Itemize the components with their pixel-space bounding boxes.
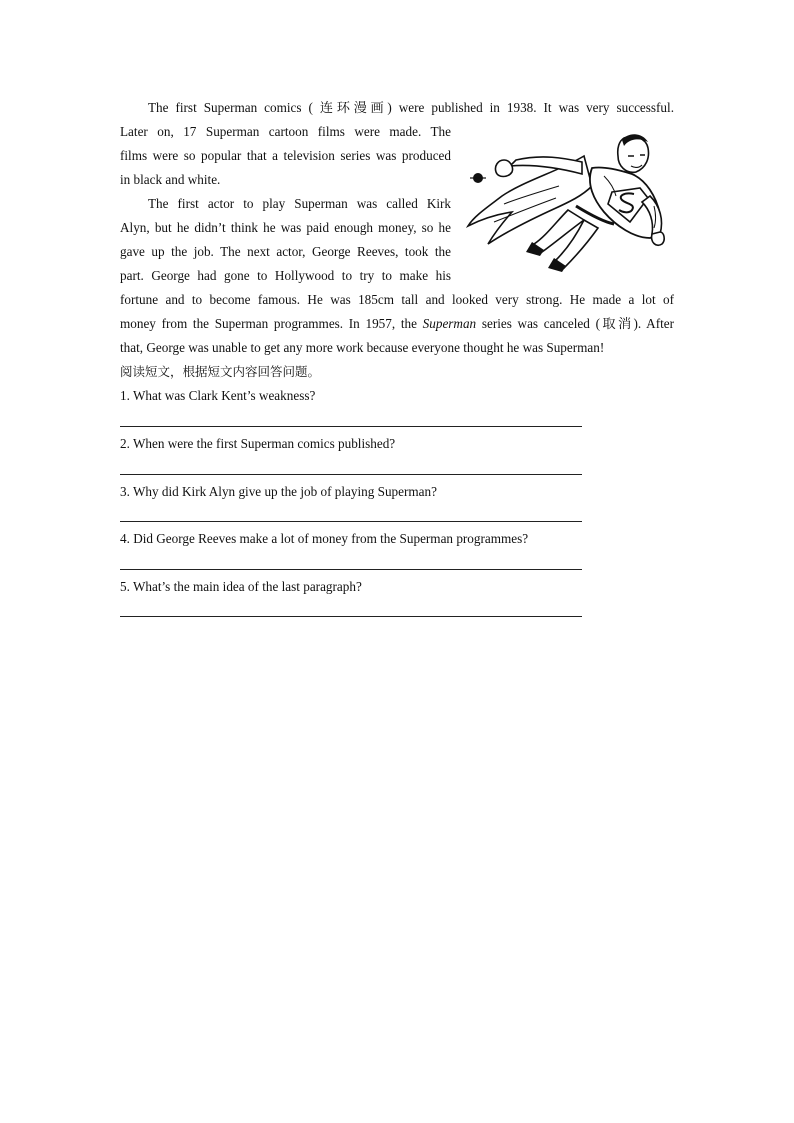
answer-line[interactable] xyxy=(120,569,582,570)
passage-text: money from the Superman programmes. In 1957, the xyxy=(120,316,423,331)
question-text: 4. Did George Reeves make a lot of money from the Superman programmes? xyxy=(120,531,529,546)
passage-line xyxy=(120,316,674,332)
superman-icon xyxy=(464,126,678,274)
answer-line[interactable] xyxy=(120,426,582,427)
passage-line: that, George was unable to get any more work because everyone thought he was Superman! xyxy=(120,340,605,355)
question-text: 1. What was Clark Kent’s weakness? xyxy=(120,388,316,403)
superman-flying-illustration xyxy=(464,126,678,274)
answer-line[interactable] xyxy=(120,616,582,617)
passage-line: The first Superman comics ( 连环漫画) were published in 1938. It was very successful. xyxy=(148,100,674,115)
question-text: 3. Why did Kirk Alyn give up the job of playing Superman? xyxy=(120,484,437,499)
passage-line: gave up the job. The next actor, George Reeves, took the xyxy=(120,244,451,259)
passage-line: fortune and to become famous. He was 185cm tall and looked very strong. He made a lot of xyxy=(120,292,674,307)
answer-line[interactable] xyxy=(120,474,582,475)
passage-line: films were so popular that a television series was produced xyxy=(120,148,451,163)
answer-line[interactable] xyxy=(120,521,582,522)
question-text: 5. What’s the main idea of the last paragraph? xyxy=(120,579,362,594)
series-title: Superman xyxy=(422,316,477,331)
instruction-text: 阅读短文，根据短文内容回答问题。 xyxy=(120,364,321,379)
passage-line: Later on, 17 Superman cartoon films were made. The xyxy=(120,124,451,139)
passage-line: The first actor to play Superman was called Kirk xyxy=(148,196,451,211)
passage-line: in black and white. xyxy=(120,172,221,187)
passage-text: series was canceled (取消). After xyxy=(476,316,675,331)
passage-line: Alyn, but he didn’t think he was paid enough money, so he xyxy=(120,220,451,235)
question-text: 2. When were the first Superman comics published? xyxy=(120,436,396,451)
passage-line: part. George had gone to Hollywood to try to make his xyxy=(120,268,451,283)
